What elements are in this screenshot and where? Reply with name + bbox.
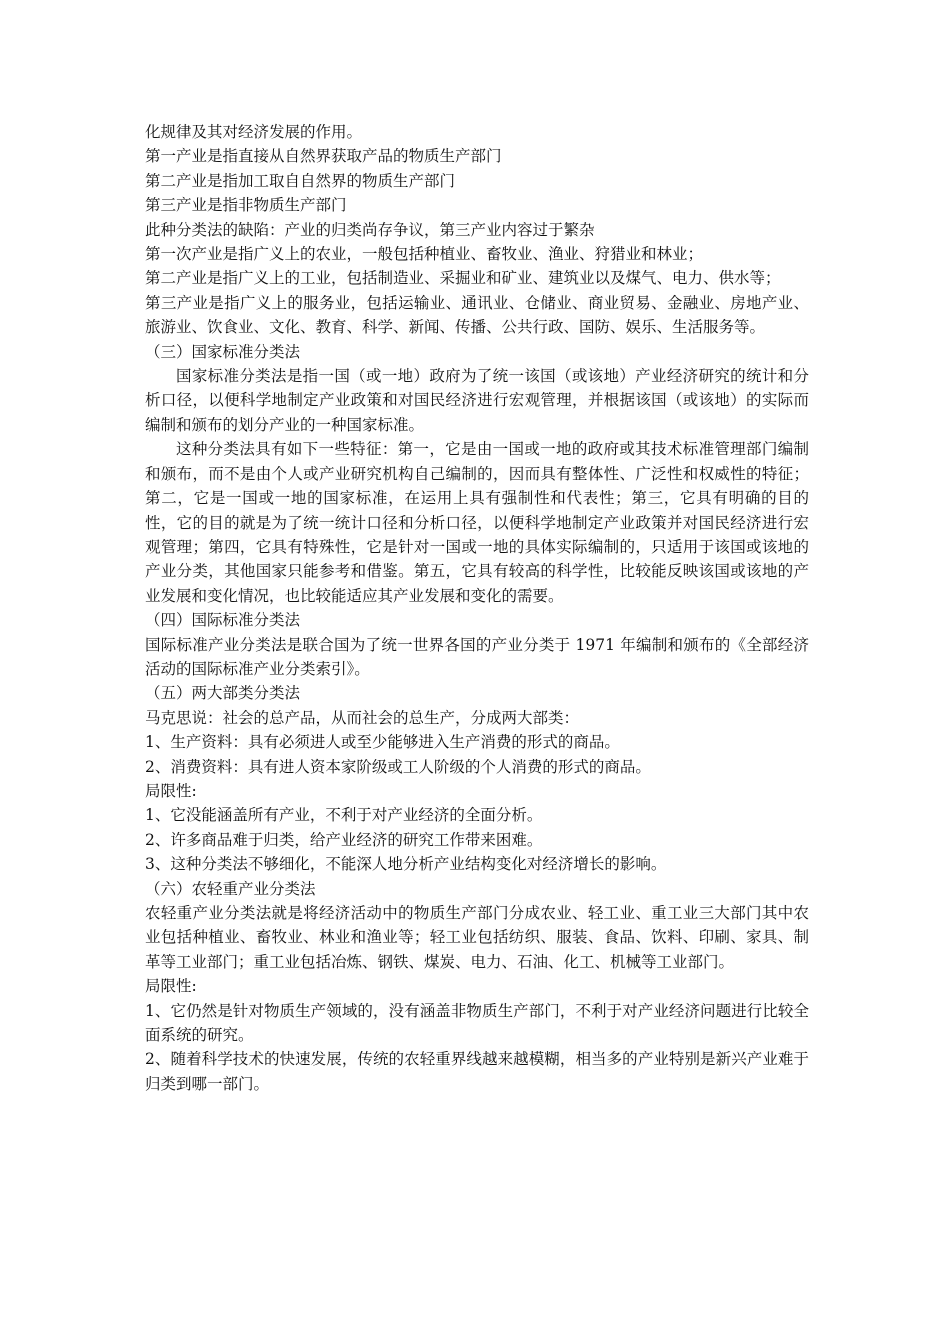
list-item: 2、许多商品难于归类，给产业经济的研究工作带来困难。 xyxy=(145,830,543,849)
paragraph: 国家标准分类法是指一国（或一地）政府为了统一该国（或该地）产业经济研究的统计和分析口径，以便科学地制定产业政策和对国民经济进行宏观管理，并根据该国（或该地）的实际而编制和颁布的划分产业的一种国家标准。 xyxy=(145,367,809,434)
list-item: 2、随着科学技术的快速发展，传统的农轻重界线越来越模糊，相当多的产业特别是新兴产业难于归类到哪一部门。 xyxy=(145,1050,809,1093)
paragraph: 此种分类法的缺陷：产业的归类尚存争议，第三产业内容过于繁杂 xyxy=(145,220,595,239)
list-item: 1、生产资料：具有必须进人或至少能够进入生产消费的形式的商品。 xyxy=(145,733,620,752)
paragraph: 第三产业是指非物质生产部门 xyxy=(145,196,347,215)
section-heading: （六）农轻重产业分类法 xyxy=(145,879,316,898)
section-heading: （三）国家标准分类法 xyxy=(145,342,301,361)
list-item: 1、它仍然是针对物质生产领域的，没有涵盖非物质生产部门，不利于对产业经济问题进行比较全面系统的研究。 xyxy=(145,1001,809,1045)
paragraph: 国际标准产业分类法是联合国为了统一世界各国的产业分类于 1971 年编制和颁布的《全部经济活动的国际标准产业分类索引》。 xyxy=(145,635,809,678)
list-item: 1、它没能涵盖所有产业，不利于对产业经济的全面分析。 xyxy=(145,806,543,825)
document-body xyxy=(145,120,809,1096)
list-item: 2、消费资料：具有进人资本家阶级或工人阶级的个人消费的形式的商品。 xyxy=(145,757,651,776)
paragraph: 第一次产业是指广义上的农业，一般包括种植业、畜牧业、渔业、狩猎业和林业； xyxy=(145,245,704,264)
paragraph: 局限性: xyxy=(145,781,197,800)
paragraph: 这种分类法具有如下一些特征：第一，它是由一国或一地的政府或其技术标准管理部门编制和颁布，而不是由个人或产业研究机构自己编制的，因而具有整体性、广泛性和权威性的特征；第二，它是一国或一地的国家标准，在运用上具有强制性和代表性；第三，它具有明确的目的性，它的目的就是为了统一统计口径和分析口径，以便科学地制定产业政策并对国民经济进行宏观管理；第四，它具有特殊性，它是针对一国或一地的具体实际编制的，只适用于该国或该地的产业分类，其他国家只能参考和借鉴。第五，它具有较高的科学性，比较能反映该国或该地的产业发展和变化情况，也比较能适应其产业发展和变化的需要。 xyxy=(145,440,809,605)
paragraph: 第三产业是指广义上的服务业，包括运输业、通讯业、仓储业、商业贸易、金融业、房地产业、旅游业、饮食业、文化、教育、科学、新闻、传播、公共行政、国防、娱乐、生活服务等。 xyxy=(145,293,809,337)
paragraph: 化规律及其对经济发展的作用。 xyxy=(145,123,363,141)
paragraph: 农轻重产业分类法就是将经济活动中的物质生产部门分成农业、轻工业、重工业三大部门其中农业包括种植业、畜牧业、林业和渔业等；轻工业包括纺织、服装、食品、饮料、印刷、家具、制革等工业部门；重工业包括冶炼、钢铁、煤炭、电力、石油、化工、机械等工业部门。 xyxy=(145,904,809,971)
paragraph: 第二产业是指广义上的工业，包括制造业、采掘业和矿业、建筑业以及煤气、电力、供水等； xyxy=(145,269,781,288)
paragraph: 局限性: xyxy=(145,977,197,996)
section-heading: （五）两大部类分类法 xyxy=(145,684,301,703)
paragraph: 马克思说：社会的总产品，从而社会的总生产，分成两大部类： xyxy=(145,708,580,727)
paragraph: 第一产业是指直接从自然界获取产品的物质生产部门 xyxy=(145,147,502,166)
section-heading: （四）国际标准分类法 xyxy=(145,611,301,630)
list-item: 3、这种分类法不够细化，不能深人地分析产业结构变化对经济增长的影响。 xyxy=(145,855,667,874)
paragraph: 第二产业是指加工取自自然界的物质生产部门 xyxy=(145,171,456,190)
